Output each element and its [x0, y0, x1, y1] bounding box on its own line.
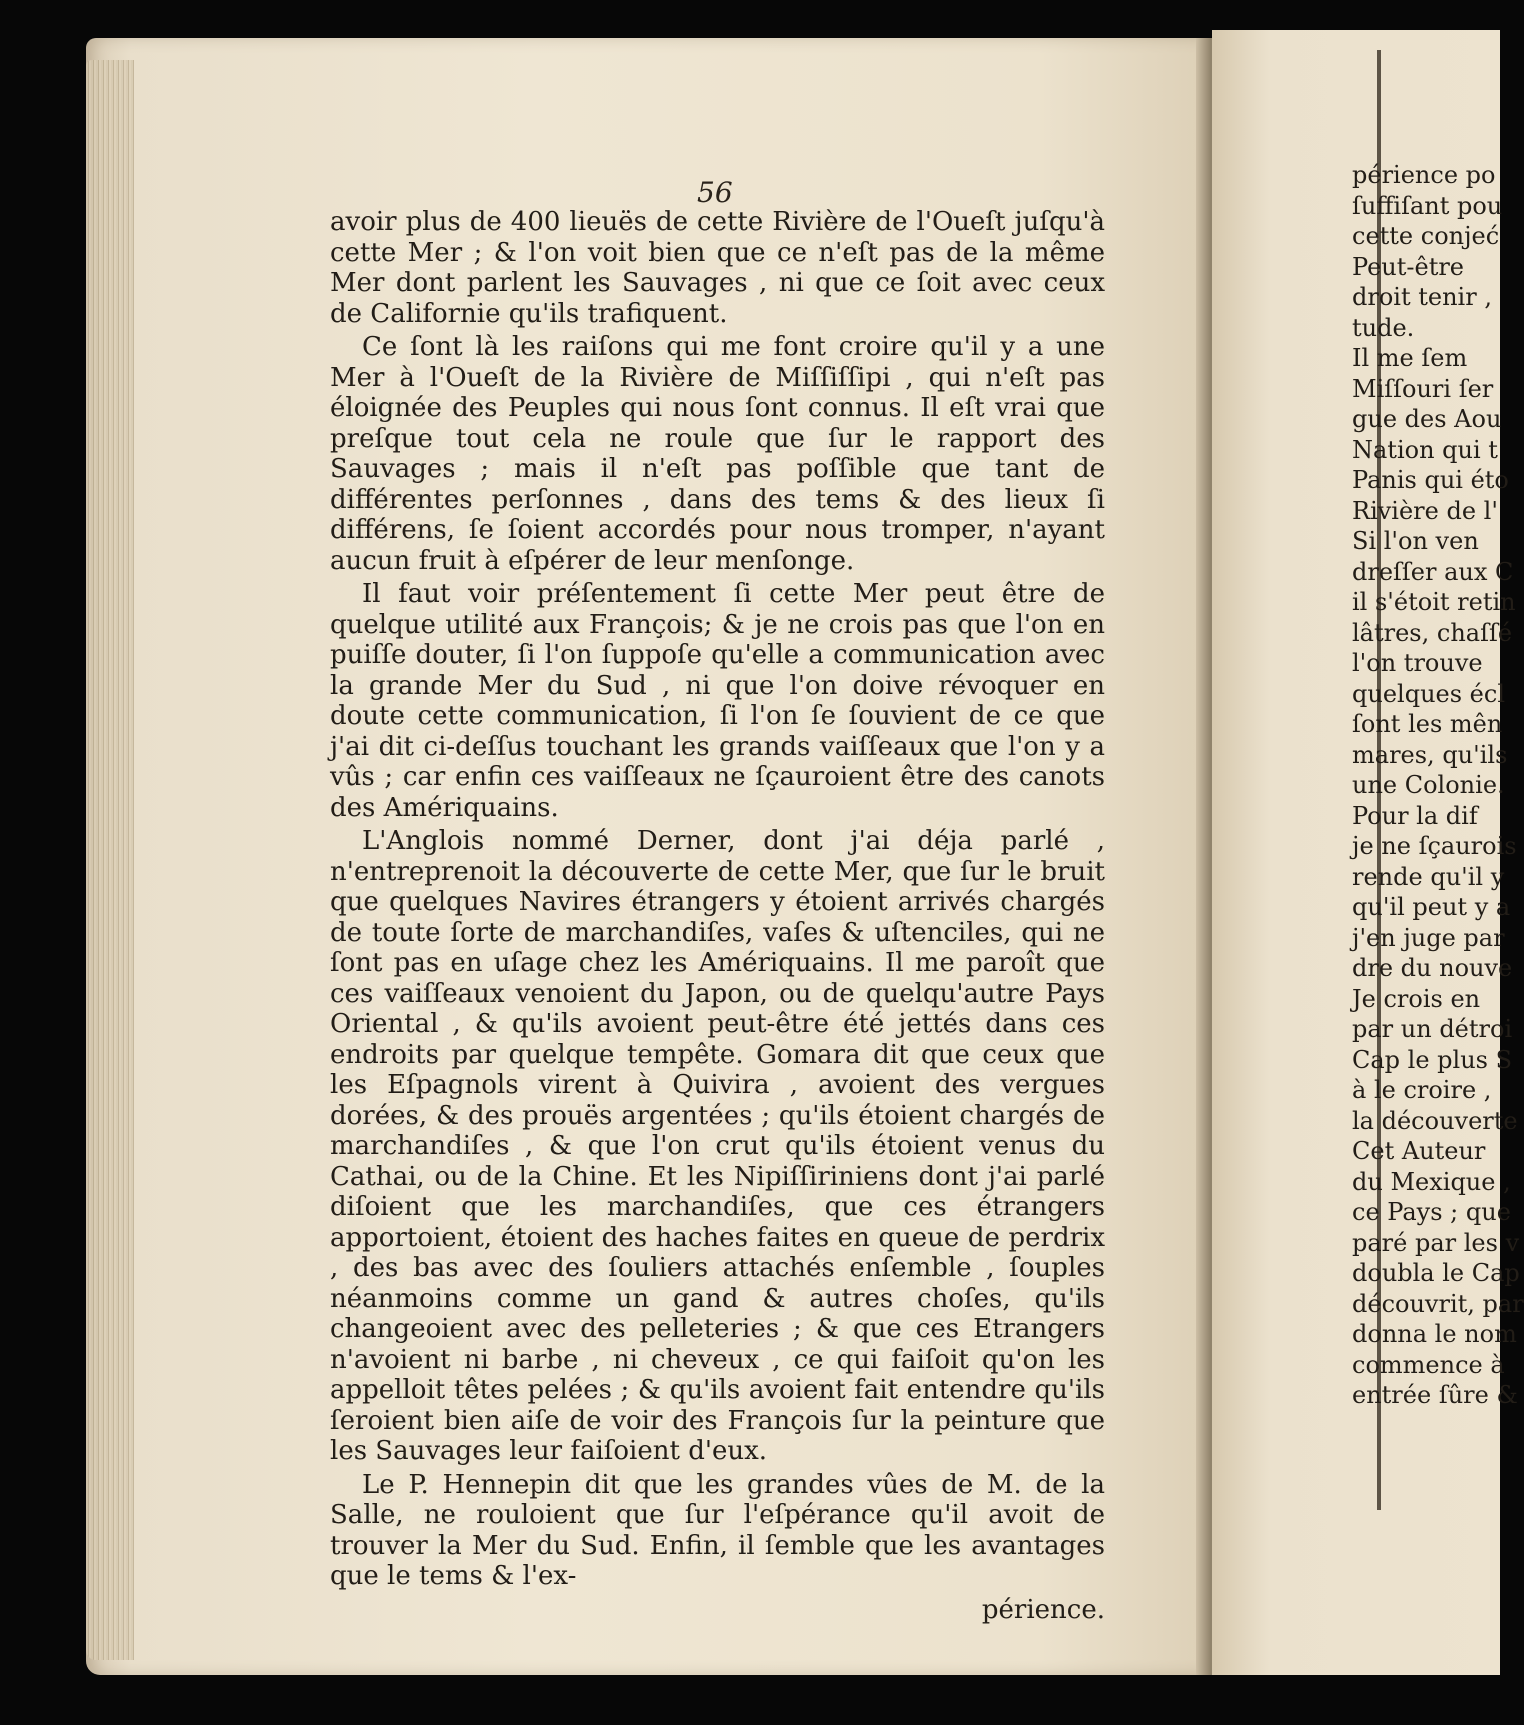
paragraph: Le P. Hennepin dit que les grandes vûes de M. de la Salle, ne rouloient que ſur l'eſpérance qu'il avoit de trouver la Mer du Sud. Enfin, il ſemble que les avantages que le tems & l'ex- — [330, 1469, 1105, 1591]
text-line: ſuffiſant pou — [1352, 191, 1503, 220]
paragraph: Il faut voir préſentement ſi cette Mer peut être de quelque utilité aux François; & je ne crois pas que l'on en puiſſe douter, ſi l'on ſuppoſe qu'elle a communication avec la grande Mer du Sud , ni que l'on doive révoquer en doute cette communication, ſi l'on ſe ſouvient de ce que j'ai dit ci-deſſus touchant les grands vaiſſeaux que l'on y a vûs ; car enfin ces vaiſſeaux ne ſçauroient être des canots des Amériquains. — [330, 579, 1105, 823]
page-number: 56 — [697, 176, 733, 209]
text-line: cette conjeć — [1352, 222, 1500, 250]
text-line: dreſſer aux C — [1352, 557, 1514, 586]
text-line: une Colonie. — [1352, 771, 1505, 799]
text-line: Cet Auteur — [1352, 1137, 1486, 1165]
text-line: à le croire , — [1352, 1076, 1492, 1104]
text-line: l'on trouve — [1352, 649, 1483, 677]
text-line: tude. — [1352, 313, 1415, 342]
paragraph: L'Anglois nommé Derner, dont j'ai déja parlé , n'entreprenoit la découverte de cette Mer, que ſur le bruit que quelques Navires étrangers y étoient arrivés chargés de toute ſorte de marchandiſes, vaſes & uſtenciles, qui ne ſont pas en uſage chez les Amériquains. Il me paroît que ces vaiſſeaux venoient du Japon, ou de quelqu'autre Pays Oriental , & qu'ils avoient peut-être été jettés dans ces endroits par quelque tempête. Gomara dit que ceux que les Eſpagnols virent à Quivira , avoient des vergues dorées, & des prouës argentées ; qu'ils étoient chargés de marchandiſes , & que l'on crut qu'ils étoient venus du Cathai, ou de la Chine. Et les Nipiſſiriniens dont j'ai parlé diſoient que les marchandiſes, que ces étrangers apportoient, étoient des haches faites en queue de perdrix , des bas avec des ſouliers attachés enſemble , ſouples néanmoins comme un gand & autres choſes, qu'ils changeoient avec des pelleteries ; & que ces Etrangers n'avoient ni barbe , ni cheveux , ce qui faiſoit qu'on les appelloit têtes pelées ; & qu'ils avoient fait entendre qu'ils ſeroient bien aiſe de voir des François ſur la peinture que les Sauvages leur faiſoient d'eux. — [330, 826, 1105, 1466]
text-line: droit tenir , — [1352, 283, 1492, 311]
text-line: je ne ſçaurois — [1352, 832, 1517, 860]
text-line: entrée ſûre & — [1352, 1381, 1518, 1409]
text-line: Peut-être — [1352, 252, 1465, 281]
text-line: j'en juge par — [1352, 923, 1505, 952]
text-line: Miſſouri ſer — [1352, 374, 1494, 403]
catchword: périence. — [981, 1594, 1105, 1625]
text-line: du Mexique , — [1352, 1167, 1511, 1196]
text-line: périence po — [1352, 161, 1496, 189]
text-line: Nation qui t — [1352, 435, 1498, 464]
page-edges — [86, 60, 134, 1660]
text-line: commence à — [1352, 1350, 1505, 1379]
text-line: donna le nom — [1352, 1320, 1517, 1348]
text-line: par un détroi — [1352, 1015, 1513, 1043]
text-line: Cap le plus S — [1352, 1045, 1513, 1074]
text-line: lâtres, chaſſé — [1352, 618, 1513, 647]
right-page-text — [1352, 160, 1524, 1411]
text-line: Je crois en — [1352, 984, 1481, 1013]
text-line: Rivière de l' — [1352, 496, 1498, 525]
left-page-text — [330, 207, 1105, 1625]
text-line: Panis qui éto — [1352, 466, 1509, 494]
text-line: Pour la dif — [1352, 801, 1478, 830]
text-line: découvrit, par — [1352, 1289, 1524, 1318]
text-line: la découverte — [1352, 1106, 1518, 1135]
text-line: paré par les v — [1352, 1228, 1520, 1257]
paragraph: avoir plus de 400 lieuës de cette Rivière de l'Oueſt juſqu'à cette Mer ; & l'on voit bien que ce n'eſt pas de la même Mer dont parlent les Sauvages , ni que ce ſoit avec ceux de Californie qu'ils trafiquent. — [330, 207, 1105, 329]
text-line: qu'il peut y a — [1352, 893, 1511, 921]
text-line: ce Pays ; que — [1352, 1198, 1511, 1226]
text-line: doubla le Cap — [1352, 1259, 1520, 1287]
text-line: dre du nouve — [1352, 954, 1513, 982]
text-line: mares, qu'ils — [1352, 740, 1508, 769]
text-line: Si l'on ven — [1352, 527, 1479, 555]
text-line: gue des Aou — [1352, 405, 1502, 433]
text-line: quelques écl — [1352, 679, 1505, 708]
paragraph: Ce ſont là les raiſons qui me font croire qu'il y a une Mer à l'Oueſt de la Rivière de Miſſiſſipi , qui n'eſt pas éloignée des Peuples qui nous ſont connus. Il eſt vrai que preſque tout cela ne roule que ſur le rapport des Sauvages ; mais il n'eſt pas poſſible que tant de différentes perſonnes , dans des tems & des lieux ſi différens, ſe ſoient accordés pour nous tromper, n'ayant aucun fruit à eſpérer de leur menſonge. — [330, 332, 1105, 576]
text-line: il s'étoit retin — [1352, 588, 1516, 616]
text-line: rende qu'il y — [1352, 862, 1505, 891]
text-line: ſont les mên — [1352, 710, 1503, 738]
text-line: Il me ſem — [1352, 344, 1468, 372]
